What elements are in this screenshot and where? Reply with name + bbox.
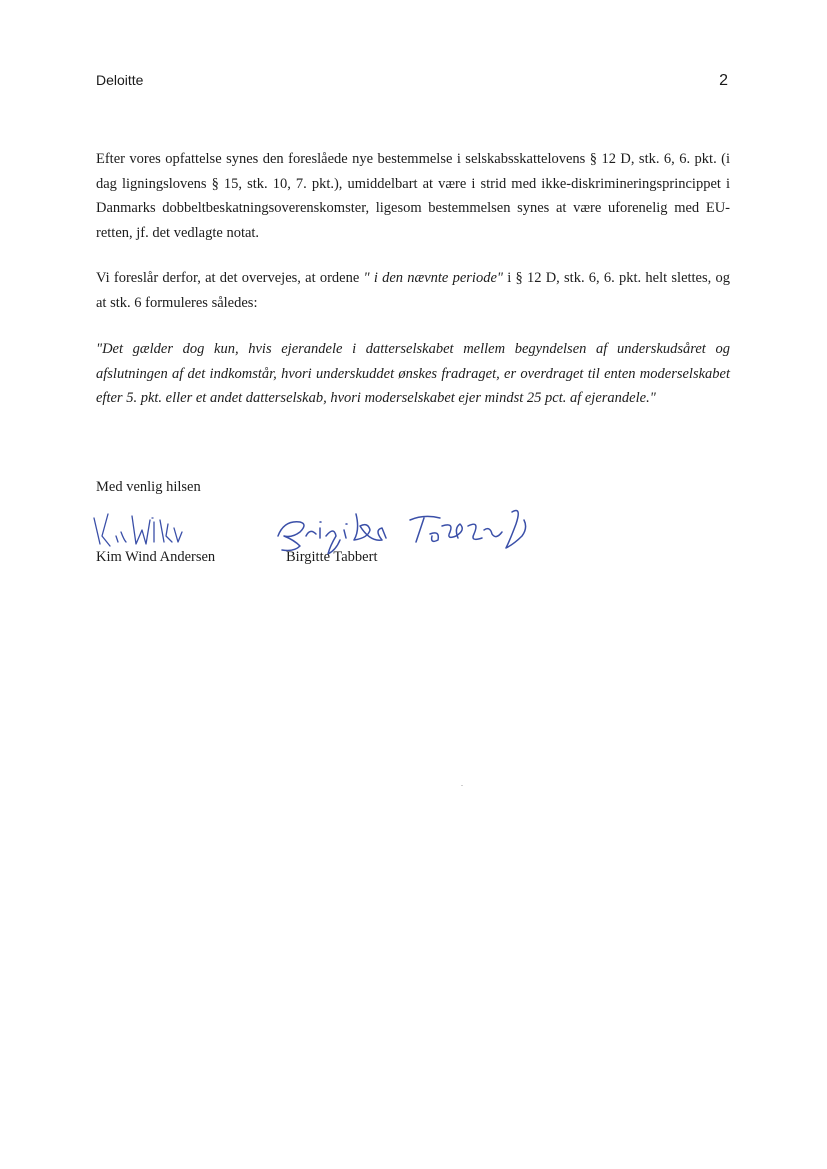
- scan-speck: [461, 785, 463, 786]
- paragraph-2: [96, 266, 730, 315]
- signature-kim-wind-andersen: [88, 506, 188, 552]
- closing-greeting: Med venlig hilsen: [96, 479, 201, 495]
- company-name: Deloitte: [96, 72, 144, 88]
- signer-name-1: Kim Wind Andersen: [96, 549, 216, 565]
- page-number: 2: [719, 72, 728, 89]
- paragraph-2-text-before: Vi foreslår derfor, at det overvejes, at ordene: [96, 270, 364, 286]
- signer-name-2: Birgitte Tabbert: [286, 549, 378, 565]
- paragraph-2-text-after: i § 12 D, stk. 6, 6. pkt. helt slettes, og at stk. 6 formuleres således:: [96, 270, 730, 311]
- paragraph-2-quoted-phrase: " i den nævnte periode": [363, 270, 503, 286]
- proposed-wording-quote: "Det gælder dog kun, hvis ejerandele i datterselskabet mellem begyndelsen af underskudsåret og afslutningen af det indkomstår, hvori underskuddet ønskes fradraget, er overdraget til enten moderselskabet efter 5. pkt. eller et andet datterselskab, hvori moderselskabet ejer mindst 25 pct. af ejerandele.": [96, 341, 730, 406]
- paragraph-1: Efter vores opfattelse synes den foreslåede nye bestemmelse i selskabsskattelovens § 12 D, stk. 6, 6. pkt. (i dag ligningslovens § 15, stk. 10, 7. pkt.), umiddelbart at være i strid med ikke-diskrimineringsprincippet i Danmarks dobbeltbeskatningsoverenskomster, ligesom bestemmelsen synes at være uforenelig med EU-retten, jf. det vedlagte notat.: [96, 151, 730, 241]
